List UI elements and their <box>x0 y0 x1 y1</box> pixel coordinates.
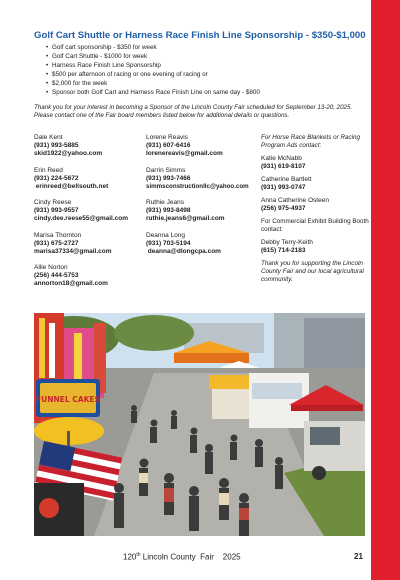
contact-entry <box>261 197 373 213</box>
contact-phone: (931) 993-7466 <box>146 174 191 182</box>
footer-ordinal-number: 120 <box>123 552 137 562</box>
contact-name: Dale Kent <box>34 134 63 142</box>
contact-email: cindy.dee.reese55@gmail.com <box>34 215 129 223</box>
contact-entry <box>34 167 142 191</box>
funnel-cakes-sign: FUNNEL CAKES <box>36 395 100 404</box>
contact-name: Catherine Bartlett <box>261 176 312 184</box>
contacts-column-1 <box>34 134 142 297</box>
contact-phone: (931) 993-5885 <box>34 142 79 150</box>
page-number: 21 <box>354 552 363 561</box>
contact-phone: (615) 714-2183 <box>261 247 306 255</box>
contact-name: Allie Norton <box>34 264 68 272</box>
page-footer <box>0 552 371 566</box>
sponsorship-section <box>34 30 368 300</box>
horse-race-note: For Horse Race Blankets or Racing Program Ads contact: <box>261 134 361 150</box>
closing-note: Thank you for supporting the Lincoln County Fair and our local agricultural community. <box>261 260 364 284</box>
contact-name: Lorene Reavis <box>146 134 188 142</box>
contact-phone: (931) 703-5194 <box>146 239 191 247</box>
list-item: • $500 per afternoon of racing or one evening of racing or <box>46 70 368 79</box>
contact-email: deanna@dlongcpa.com <box>146 247 221 255</box>
contact-entry <box>34 199 142 223</box>
contact-phone: (256) 975-4937 <box>261 205 306 213</box>
contacts-column-3 <box>261 134 373 289</box>
footer-title <box>123 552 241 562</box>
contact-phone: (931) 993-9557 <box>34 207 79 215</box>
contact-entry <box>146 232 258 256</box>
contact-email: skid1922@yahoo.com <box>34 150 103 158</box>
list-item: • $2,000 for the week <box>46 79 368 88</box>
contact-email: ruthie.jeans6@gmail.com <box>146 215 225 223</box>
thank-you-paragraph: Thank you for your interest in becoming a Sponsor of the Lincoln County Fair scheduled for September 13-20, 2025. Please contact one of the Fair board members listed below for additional details or questions. <box>34 103 353 119</box>
contact-email: lorenereavis@gmail.com <box>146 150 223 158</box>
contacts-grid <box>34 134 368 300</box>
contact-entry <box>34 134 142 158</box>
list-item: • Golf cart sponsorship - $350 for week <box>46 43 368 52</box>
list-item: • Golf Cart Shuttle - $1000 for week <box>46 52 368 61</box>
contacts-column-2 <box>146 134 258 264</box>
footer-text: Lincoln County Fair 2025 <box>140 552 241 562</box>
contact-email: marisa37334@gmail.com <box>34 247 112 255</box>
contact-entry <box>34 232 142 256</box>
contact-name: Deanna Long <box>146 231 186 239</box>
footer-ordinal-suffix: th <box>136 552 141 558</box>
contact-name: Erin Reed <box>34 166 63 174</box>
fair-midway-photo <box>34 313 365 536</box>
contact-email: erinreed@bellsouth.net <box>34 182 109 190</box>
contact-entry <box>261 155 373 171</box>
contact-entry <box>261 176 373 192</box>
contact-name: Darrin Simms <box>146 166 186 174</box>
contact-phone: (931) 993-8498 <box>146 207 191 215</box>
contact-email: annorton18@gmail.com <box>34 280 108 288</box>
contact-name: Katie McNabb <box>261 155 302 163</box>
contact-phone: (931) 224-5672 <box>34 174 79 182</box>
contact-name: Marisa Thornton <box>34 231 82 239</box>
contact-entry <box>146 167 258 191</box>
contact-phone: (931) 607-6416 <box>146 142 191 150</box>
contact-phone: (931) 675-2727 <box>34 239 79 247</box>
list-item: • Sponsor both Golf Cart and Harness Race Finish Line on same day - $800 <box>46 88 368 97</box>
contact-entry <box>34 264 142 288</box>
sponsorship-list <box>46 43 368 98</box>
contact-entry <box>261 239 373 255</box>
contact-email: simmsconstructionllc@yahoo.com <box>146 182 249 190</box>
sponsorship-title: Golf Cart Shuttle or Harness Race Finish Line Sponsorship - $350-$1,000 <box>34 30 366 41</box>
contact-phone: (256) 444-5753 <box>34 272 79 280</box>
contact-name: Ruthie Jeans <box>146 199 184 207</box>
side-color-bar <box>371 0 400 580</box>
list-item: • Harness Race Finish Line Sponsorship <box>46 61 368 70</box>
contact-entry <box>146 199 258 223</box>
contact-name: Debby Terry-Keith <box>261 239 313 247</box>
contact-name: Anna Catherine Osteen <box>261 197 329 205</box>
contact-entry <box>146 134 258 158</box>
contact-phone: (931) 993-0747 <box>261 184 306 192</box>
contact-phone: (931) 619-8107 <box>261 163 306 171</box>
contact-name: Cindy Reese <box>34 199 72 207</box>
booth-note: For Commercial Exhibit Building Booth contact: <box>261 218 369 234</box>
